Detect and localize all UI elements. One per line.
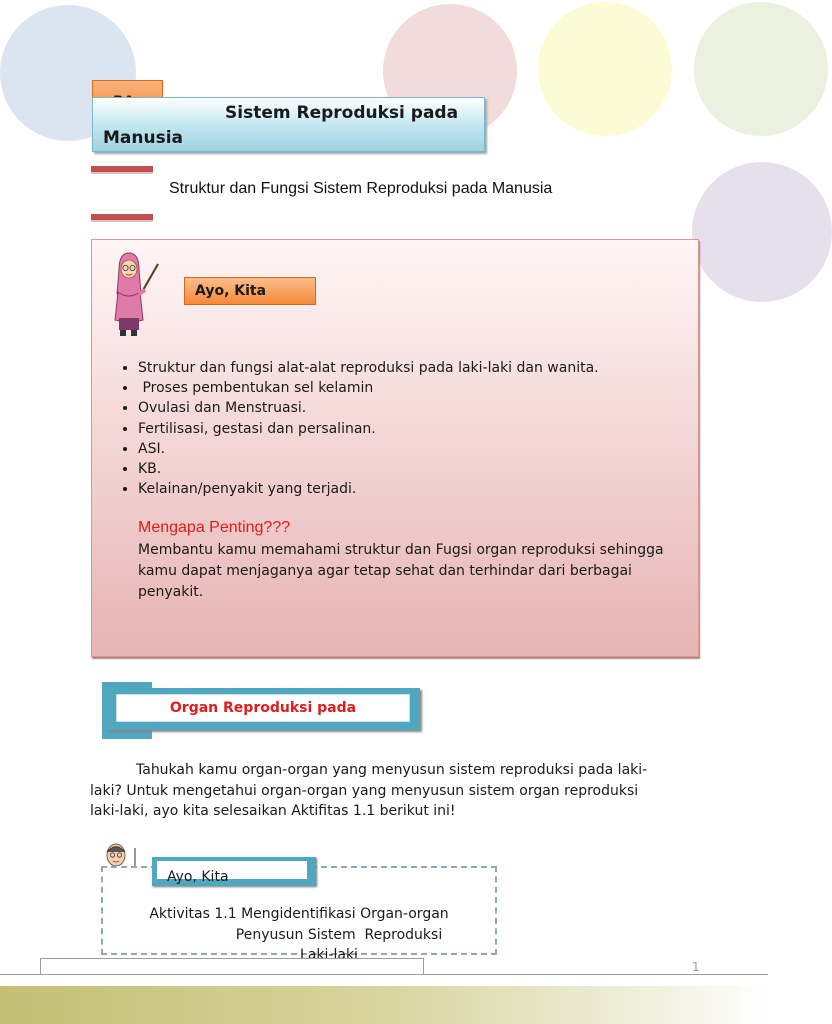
- decorative-circle-purple: [692, 162, 832, 302]
- chapter-title-line1: Sistem Reproduksi pada: [225, 103, 459, 123]
- list-item: • Struktur dan fungsi alat-alat reproduksi pada laki-laki dan wanita.: [138, 358, 599, 378]
- teacher-with-pointer-icon: [110, 248, 160, 344]
- activity-title-line2: Penyusun Sistem Reproduksi: [235, 926, 443, 943]
- page-number: 1: [692, 960, 700, 974]
- list-item: • ASI.: [138, 439, 599, 459]
- learning-objectives-box: [91, 239, 699, 657]
- activity-tab-frame: [152, 857, 316, 886]
- activity-tab-label: Ayo, Kita: [167, 869, 229, 885]
- footer-notch: [40, 958, 424, 974]
- list-item: • Proses pembentukan sel kelamin: [138, 378, 599, 398]
- intro-paragraph: Tahukah kamu organ-organ yang menyusun sistem reproduksi pada laki-laki? Untuk mengetahui organ-organ yang menyusun sistem organ reproduksi laki-laki, ayo kita selesaikan Aktifitas 1.1 berikut ini!: [90, 762, 648, 819]
- activity-title: [103, 904, 495, 963]
- list-item: • Fertilisasi, gestasi dan persalinan.: [138, 419, 599, 439]
- list-item: • Kelainan/penyakit yang terjadi.: [138, 479, 599, 499]
- chapter-title-banner: [92, 97, 485, 152]
- activity-tab-panel: [157, 861, 307, 885]
- activity-title-line1: Aktivitas 1.1 Mengidentifikasi Organ-organ: [149, 906, 449, 922]
- section-heading-panel: [116, 694, 410, 722]
- topics-list: [118, 358, 599, 499]
- footer-divider: [0, 974, 768, 975]
- footer-band: [0, 986, 768, 1024]
- list-item: • KB.: [138, 459, 599, 479]
- page-subtitle: Struktur dan Fungsi Sistem Reproduksi pada Manusia: [169, 180, 553, 197]
- activity-title-line3: Laki-laki: [300, 947, 358, 963]
- ayo-kita-tab: Ayo, Kita: [184, 277, 316, 305]
- section-heading: Organ Reproduksi pada: [169, 700, 357, 716]
- subtitle-bar-bottom: [91, 214, 153, 222]
- section-heading-frame: [106, 688, 420, 730]
- list-item: • Ovulasi dan Menstruasi.: [138, 398, 599, 418]
- chapter-title-line2: Manusia: [103, 128, 184, 148]
- why-important-text: Membantu kamu memahami struktur dan Fugsi organ reproduksi sehingga kamu dapat menjaganya agar tetap sehat dan terhindar dari berbagai penyakit.: [138, 542, 664, 600]
- subtitle-bar-top: [91, 166, 153, 174]
- why-important-heading: Mengapa Penting???: [138, 519, 291, 536]
- decorative-circle-green: [694, 2, 828, 136]
- decorative-circle-yellow: [538, 2, 672, 136]
